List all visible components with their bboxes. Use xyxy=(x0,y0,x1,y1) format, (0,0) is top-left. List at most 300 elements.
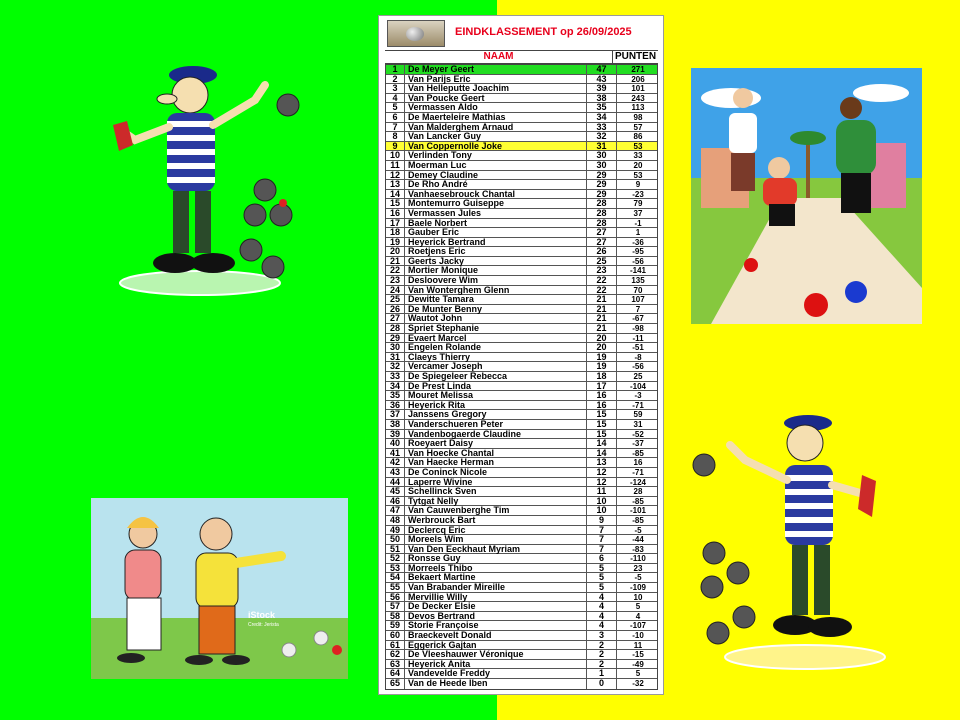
points-cell: 4 xyxy=(586,593,617,602)
player-name-cell: Engelen Rolande xyxy=(408,343,482,353)
rank-cell: 53 xyxy=(386,564,405,573)
points-cell: 39 xyxy=(586,84,617,93)
table-row xyxy=(386,142,657,152)
rank-cell: 56 xyxy=(386,593,405,602)
points-cell: 19 xyxy=(586,353,617,362)
player-name-cell: De Decker Elsie xyxy=(408,602,476,612)
rank-cell: 7 xyxy=(386,123,405,132)
table-row xyxy=(386,612,657,622)
player-name-cell: Vermassen Jules xyxy=(408,208,482,218)
point-difference-cell: -141 xyxy=(629,266,646,276)
rank-cell: 30 xyxy=(386,343,405,352)
point-difference-cell: -85 xyxy=(632,496,644,506)
point-difference-cell: 101 xyxy=(631,84,645,94)
player-name-cell: Wautot John xyxy=(408,314,463,324)
points-cell: 21 xyxy=(586,305,617,314)
table-row xyxy=(386,430,657,440)
table-row xyxy=(386,171,657,181)
point-difference-cell: 7 xyxy=(635,304,641,314)
rank-cell: 4 xyxy=(386,94,405,103)
rank-cell: 38 xyxy=(386,420,405,429)
rank-cell: 62 xyxy=(386,650,405,659)
table-row xyxy=(386,526,657,536)
points-cell: 31 xyxy=(586,142,617,151)
rank-cell: 22 xyxy=(386,266,405,275)
player-name-cell: Van Brabander Mireille xyxy=(408,583,506,593)
table-row xyxy=(386,362,657,372)
player-name-cell: Storie Françoise xyxy=(408,621,479,631)
points-cell: 29 xyxy=(586,180,617,189)
player-name-cell: Mervillie Willy xyxy=(408,592,468,602)
rank-cell: 10 xyxy=(386,151,405,160)
table-row xyxy=(386,238,657,248)
rank-cell: 21 xyxy=(386,257,405,266)
table-row xyxy=(386,641,657,651)
points-cell: 22 xyxy=(586,276,617,285)
rank-cell: 33 xyxy=(386,372,405,381)
table-row xyxy=(386,468,657,478)
points-cell: 28 xyxy=(586,199,617,208)
player-name-cell: Heyerick Rita xyxy=(408,400,466,410)
point-difference-cell: 5 xyxy=(635,669,641,679)
player-name-cell: Roetjens Eric xyxy=(408,247,466,257)
points-cell: 43 xyxy=(586,75,617,84)
rank-cell: 11 xyxy=(386,161,405,170)
table-row xyxy=(386,573,657,583)
table-row xyxy=(386,382,657,392)
table-row xyxy=(386,334,657,344)
points-cell: 21 xyxy=(586,314,617,323)
points-cell: 30 xyxy=(586,151,617,160)
point-difference-cell: -101 xyxy=(629,506,646,516)
point-difference-cell: -67 xyxy=(632,314,644,324)
points-cell: 28 xyxy=(586,209,617,218)
rank-cell: 60 xyxy=(386,631,405,640)
point-difference-cell: -83 xyxy=(632,544,644,554)
rank-cell: 17 xyxy=(386,219,405,228)
point-difference-cell: -5 xyxy=(634,525,642,535)
point-difference-cell: 28 xyxy=(633,487,643,497)
point-difference-cell: 11 xyxy=(633,640,643,650)
rank-cell: 39 xyxy=(386,430,405,439)
table-row xyxy=(386,410,657,420)
rank-cell: 31 xyxy=(386,353,405,362)
player-name-cell: De Prest Linda xyxy=(408,381,472,391)
table-row xyxy=(386,669,657,679)
rank-cell: 50 xyxy=(386,535,405,544)
rank-cell: 55 xyxy=(386,583,405,592)
point-difference-cell: -11 xyxy=(632,333,644,343)
point-difference-cell: 37 xyxy=(633,208,643,218)
table-row xyxy=(386,420,657,430)
points-cell: 9 xyxy=(586,516,617,525)
points-cell: 10 xyxy=(586,497,617,506)
point-difference-cell: -1 xyxy=(634,218,642,228)
player-name-cell: Schellinck Sven xyxy=(408,487,477,497)
rank-cell: 23 xyxy=(386,276,405,285)
rank-cell: 3 xyxy=(386,84,405,93)
column-header-points: PUNTEN xyxy=(612,50,658,64)
table-row xyxy=(386,593,657,603)
player-name-cell: De Maerteleire Mathias xyxy=(408,112,506,122)
point-difference-cell: -95 xyxy=(632,247,644,257)
rank-cell: 13 xyxy=(386,180,405,189)
points-cell: 22 xyxy=(586,286,617,295)
point-difference-cell: -98 xyxy=(632,324,644,334)
rank-cell: 64 xyxy=(386,669,405,678)
rank-cell: 47 xyxy=(386,506,405,515)
rank-cell: 12 xyxy=(386,171,405,180)
rank-cell: 51 xyxy=(386,545,405,554)
rank-cell: 54 xyxy=(386,573,405,582)
rank-cell: 34 xyxy=(386,382,405,391)
player-name-cell: Vandevelde Freddy xyxy=(408,669,491,679)
table-row xyxy=(386,247,657,257)
rank-cell: 41 xyxy=(386,449,405,458)
rank-cell: 5 xyxy=(386,103,405,112)
player-name-cell: Roeyaert Daisy xyxy=(408,439,474,449)
point-difference-cell: -56 xyxy=(632,256,644,266)
rank-cell: 48 xyxy=(386,516,405,525)
points-cell: 27 xyxy=(586,238,617,247)
player-name-cell: De Vleeshauwer Véronique xyxy=(408,650,524,660)
point-difference-cell: 53 xyxy=(633,141,643,151)
points-cell: 4 xyxy=(586,602,617,611)
club-logo xyxy=(387,20,445,47)
point-difference-cell: 107 xyxy=(631,295,645,305)
player-name-cell: Evaert Marcel xyxy=(408,333,467,343)
rank-cell: 45 xyxy=(386,487,405,496)
table-row xyxy=(386,84,657,94)
table-row xyxy=(386,65,657,75)
table-row xyxy=(386,180,657,190)
rank-cell: 57 xyxy=(386,602,405,611)
point-difference-cell: -5 xyxy=(634,573,642,583)
rank-cell: 63 xyxy=(386,660,405,669)
point-difference-cell: 1 xyxy=(635,228,641,238)
points-cell: 1 xyxy=(586,669,617,678)
table-row xyxy=(386,199,657,209)
points-cell: 27 xyxy=(586,228,617,237)
table-row xyxy=(386,535,657,545)
table-row xyxy=(386,401,657,411)
petanque-player-illustration-bottom-right xyxy=(690,405,890,675)
point-difference-cell: 70 xyxy=(633,285,643,295)
point-difference-cell: -36 xyxy=(632,237,644,247)
rank-cell: 2 xyxy=(386,75,405,84)
points-cell: 32 xyxy=(586,132,617,141)
table-row xyxy=(386,295,657,305)
rank-cell: 58 xyxy=(386,612,405,621)
player-name-cell: Heyerick Bertrand xyxy=(408,237,486,247)
points-cell: 4 xyxy=(586,612,617,621)
points-cell: 2 xyxy=(586,641,617,650)
rank-cell: 37 xyxy=(386,410,405,419)
table-row xyxy=(386,132,657,142)
rank-cell: 6 xyxy=(386,113,405,122)
point-difference-cell: 86 xyxy=(633,132,643,142)
player-name-cell: Dewitte Tamara xyxy=(408,295,474,305)
player-name-cell: De Spiegeleer Rebecca xyxy=(408,372,508,381)
table-row xyxy=(386,314,657,324)
point-difference-cell: -37 xyxy=(632,439,644,449)
points-cell: 14 xyxy=(586,449,617,458)
player-name-cell: Van Helleputte Joachim xyxy=(408,84,510,94)
table-row xyxy=(386,487,657,497)
points-cell: 2 xyxy=(586,660,617,669)
points-cell: 3 xyxy=(586,631,617,640)
rank-cell: 25 xyxy=(386,295,405,304)
points-cell: 16 xyxy=(586,401,617,410)
rank-cell: 46 xyxy=(386,497,405,506)
table-row xyxy=(386,123,657,133)
point-difference-cell: 113 xyxy=(631,103,645,113)
point-difference-cell: 53 xyxy=(633,170,643,180)
table-row xyxy=(386,516,657,526)
rank-cell: 8 xyxy=(386,132,405,141)
watermark-brand: iStock xyxy=(248,610,276,620)
player-name-cell: Janssens Gregory xyxy=(408,410,487,420)
point-difference-cell: 16 xyxy=(633,458,643,468)
table-row xyxy=(386,75,657,85)
table-row xyxy=(386,583,657,593)
rank-cell: 36 xyxy=(386,401,405,410)
rank-cell: 1 xyxy=(386,65,405,74)
rank-cell: 24 xyxy=(386,286,405,295)
points-cell: 21 xyxy=(586,324,617,333)
points-cell: 26 xyxy=(586,247,617,256)
player-name-cell: Van Den Eeckhaut Myriam xyxy=(408,544,521,554)
table-row xyxy=(386,219,657,229)
player-name-cell: Heyerick Anita xyxy=(408,659,471,669)
point-difference-cell: -44 xyxy=(632,535,644,545)
point-difference-cell: -10 xyxy=(632,631,644,641)
player-name-cell: Baele Norbert xyxy=(408,218,468,228)
point-difference-cell: 4 xyxy=(635,611,641,621)
points-cell: 20 xyxy=(586,343,617,352)
points-cell: 25 xyxy=(586,257,617,266)
standings-sheet xyxy=(378,15,664,695)
points-cell: 5 xyxy=(586,583,617,592)
table-row xyxy=(386,497,657,507)
player-name-cell: Mortier Monique xyxy=(408,266,478,276)
point-difference-cell: 33 xyxy=(633,151,643,161)
player-name-cell: Van de Heede Iben xyxy=(408,679,488,688)
point-difference-cell: -85 xyxy=(632,515,644,525)
rank-cell: 61 xyxy=(386,641,405,650)
player-name-cell: De Coninck Nicole xyxy=(408,467,488,477)
table-row xyxy=(386,286,657,296)
table-row xyxy=(386,190,657,200)
point-difference-cell: 57 xyxy=(633,122,643,132)
table-row xyxy=(386,103,657,113)
rank-cell: 20 xyxy=(386,247,405,256)
point-difference-cell: -52 xyxy=(632,429,644,439)
player-name-cell: Werbrouck Bart xyxy=(408,515,476,525)
table-row xyxy=(386,554,657,564)
column-header-name: NAAM xyxy=(385,50,612,64)
standings-title: EINDKLASSEMENT op 26/09/2025 xyxy=(455,26,632,38)
player-name-cell: Van Parijs Eric xyxy=(408,74,471,84)
point-difference-cell: -109 xyxy=(629,583,646,593)
player-name-cell: Desloovere Wim xyxy=(408,276,478,286)
points-cell: 13 xyxy=(586,458,617,467)
player-name-cell: Vandenbogaerde Claudine xyxy=(408,429,522,439)
player-name-cell: De Rho André xyxy=(408,180,468,190)
points-cell: 29 xyxy=(586,190,617,199)
standings-table xyxy=(385,64,658,690)
table-row xyxy=(386,631,657,641)
points-cell: 23 xyxy=(586,266,617,275)
player-name-cell: Bekaert Martine xyxy=(408,573,476,583)
table-row xyxy=(386,353,657,363)
points-cell: 7 xyxy=(586,545,617,554)
points-cell: 21 xyxy=(586,295,617,304)
point-difference-cell: 135 xyxy=(631,276,645,286)
point-difference-cell: 206 xyxy=(631,74,645,84)
point-difference-cell: -107 xyxy=(629,621,646,631)
point-difference-cell: 20 xyxy=(633,160,643,170)
player-name-cell: Van Wonterghem Glenn xyxy=(408,285,510,295)
table-row xyxy=(386,324,657,334)
rank-cell: 40 xyxy=(386,439,405,448)
point-difference-cell: -49 xyxy=(632,659,644,669)
table-row xyxy=(386,449,657,459)
rank-cell: 9 xyxy=(386,142,405,151)
points-cell: 29 xyxy=(586,171,617,180)
player-name-cell: Van Hoecke Chantal xyxy=(408,448,495,458)
point-difference-cell: 25 xyxy=(633,372,643,381)
rank-cell: 59 xyxy=(386,621,405,630)
points-cell: 15 xyxy=(586,420,617,429)
table-row xyxy=(386,545,657,555)
table-row xyxy=(386,458,657,468)
player-name-cell: Ronsse Guy xyxy=(408,554,461,564)
points-cell: 28 xyxy=(586,219,617,228)
player-name-cell: Van Poucke Geert xyxy=(408,93,485,103)
points-cell: 14 xyxy=(586,439,617,448)
point-difference-cell: 5 xyxy=(635,602,641,612)
rank-cell: 35 xyxy=(386,391,405,400)
player-name-cell: Morreels Thibo xyxy=(408,563,473,573)
points-cell: 20 xyxy=(586,334,617,343)
points-cell: 33 xyxy=(586,123,617,132)
player-name-cell: Van Haecke Herman xyxy=(408,458,495,468)
point-difference-cell: -15 xyxy=(632,650,644,660)
rank-cell: 65 xyxy=(386,679,405,689)
point-difference-cell: -71 xyxy=(632,400,644,410)
player-name-cell: Tytgat Nelly xyxy=(408,496,459,506)
point-difference-cell: -32 xyxy=(632,679,644,688)
point-difference-cell: -71 xyxy=(632,467,644,477)
rank-cell: 27 xyxy=(386,314,405,323)
point-difference-cell: 23 xyxy=(633,563,643,573)
points-cell: 4 xyxy=(586,621,617,630)
player-name-cell: Spriet Stephanie xyxy=(408,324,480,334)
table-row xyxy=(386,305,657,315)
player-name-cell: Demey Claudine xyxy=(408,170,479,180)
player-name-cell: Claeys Thierry xyxy=(408,352,471,362)
point-difference-cell: -56 xyxy=(632,362,644,372)
points-cell: 15 xyxy=(586,430,617,439)
table-row xyxy=(386,439,657,449)
point-difference-cell: -124 xyxy=(629,477,646,487)
rank-cell: 42 xyxy=(386,458,405,467)
table-row xyxy=(386,564,657,574)
player-name-cell: Braeckevelt Donald xyxy=(408,631,492,641)
point-difference-cell: -104 xyxy=(629,381,646,391)
table-row xyxy=(386,94,657,104)
player-name-cell: Montemurro Guiseppe xyxy=(408,199,505,209)
player-name-cell: Vercamer Joseph xyxy=(408,362,483,372)
rank-cell: 43 xyxy=(386,468,405,477)
rank-cell: 44 xyxy=(386,478,405,487)
player-name-cell: Mouret Melissa xyxy=(408,391,474,401)
table-row xyxy=(386,151,657,161)
rank-cell: 26 xyxy=(386,305,405,314)
table-row xyxy=(386,478,657,488)
rank-cell: 28 xyxy=(386,324,405,333)
petanque-player-illustration-top-left xyxy=(105,55,305,300)
points-cell: 16 xyxy=(586,391,617,400)
table-row xyxy=(386,506,657,516)
player-name-cell: Gauber Eric xyxy=(408,228,460,238)
points-cell: 6 xyxy=(586,554,617,563)
table-row xyxy=(386,276,657,286)
player-name-cell: Moreels Wim xyxy=(408,535,464,545)
table-row xyxy=(386,372,657,382)
point-difference-cell: 243 xyxy=(631,93,645,103)
rank-cell: 32 xyxy=(386,362,405,371)
point-difference-cell: 31 xyxy=(633,419,643,429)
point-difference-cell: -110 xyxy=(630,554,646,564)
player-name-cell: Van Malderghem Arnaud xyxy=(408,122,514,132)
points-cell: 11 xyxy=(586,487,617,496)
player-name-cell: Eggerick Gajtan xyxy=(408,640,477,650)
points-cell: 19 xyxy=(586,362,617,371)
table-row xyxy=(386,161,657,171)
rank-cell: 16 xyxy=(386,209,405,218)
points-cell: 18 xyxy=(586,372,617,381)
points-cell: 12 xyxy=(586,478,617,487)
point-difference-cell: 98 xyxy=(633,112,643,122)
points-cell: 30 xyxy=(586,161,617,170)
beach-petanque-scene-illustration xyxy=(691,68,922,324)
point-difference-cell: 10 xyxy=(633,592,643,602)
table-row xyxy=(386,650,657,660)
player-name-cell: Verlinden Tony xyxy=(408,151,472,161)
points-cell: 12 xyxy=(586,468,617,477)
table-row xyxy=(386,343,657,353)
point-difference-cell: 59 xyxy=(633,410,643,420)
player-name-cell: Vermassen Aldo xyxy=(408,103,478,113)
rank-cell: 14 xyxy=(386,190,405,199)
points-cell: 15 xyxy=(586,410,617,419)
point-difference-cell: -3 xyxy=(634,391,642,401)
player-name-cell: Van Lancker Guy xyxy=(408,132,482,142)
table-row xyxy=(386,266,657,276)
points-cell: 17 xyxy=(586,382,617,391)
player-name-cell: Van Cauwenberghe Tim xyxy=(408,506,510,516)
point-difference-cell: -85 xyxy=(632,448,644,458)
player-name-cell: Declercq Eric xyxy=(408,525,466,535)
player-name-cell: Vanhaesebrouck Chantal xyxy=(408,189,516,199)
player-name-cell: Devos Bertrand xyxy=(408,611,476,621)
rank-cell: 15 xyxy=(386,199,405,208)
rank-cell: 49 xyxy=(386,526,405,535)
player-name-cell: Van Coppernolle Joke xyxy=(408,141,503,151)
table-row xyxy=(386,113,657,123)
